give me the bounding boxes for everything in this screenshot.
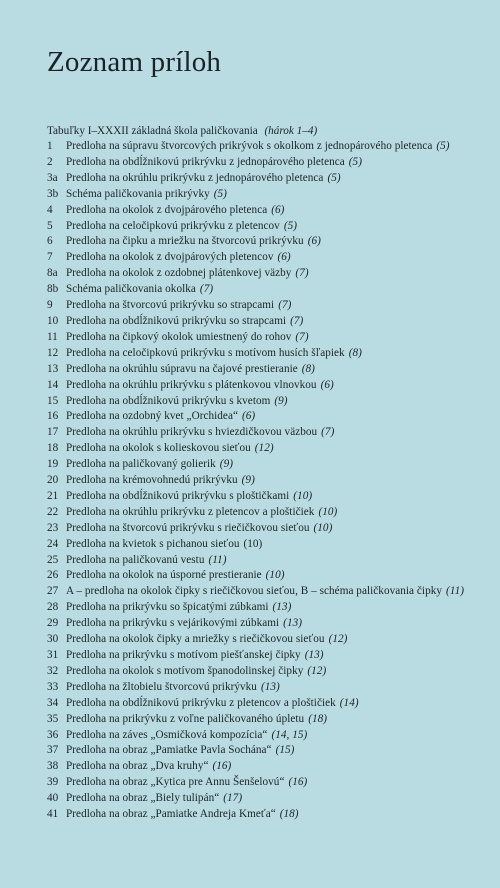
- item-page-ref: (12): [254, 442, 274, 455]
- item-page-ref: (13): [272, 601, 292, 614]
- item-number: 19: [47, 458, 59, 471]
- item-page-ref: (5): [436, 140, 450, 152]
- list-item: [47, 728, 497, 744]
- list-item: [47, 155, 497, 171]
- item-text-wrap: [66, 298, 497, 314]
- item-number: 12: [47, 346, 59, 359]
- item-number: 31: [47, 649, 59, 661]
- item-text-wrap: [66, 712, 497, 728]
- item-number: 37: [47, 744, 59, 757]
- item-text: Predloha na okolok s kolieskovou sieťou: [66, 442, 251, 455]
- item-page-ref: (18): [279, 808, 299, 821]
- item-text: Predloha na prikrývku s motívom piešťanskej čipky: [66, 649, 301, 661]
- item-number: 4: [47, 203, 53, 216]
- item-text-wrap: [66, 441, 497, 457]
- item-text: Predloha na kvietok s pichanou sieťou: [66, 537, 240, 550]
- item-number: 40: [47, 792, 59, 805]
- item-number: 23: [47, 521, 59, 534]
- item-text: Predloha na celočipkovú prikrývku s motívom husích šľapiek: [66, 346, 345, 359]
- item-number: 8a: [47, 267, 58, 280]
- item-text-wrap: [66, 680, 497, 696]
- item-number: 14: [47, 378, 59, 391]
- item-text-wrap: [66, 250, 497, 266]
- item-page-ref: (13): [260, 680, 280, 693]
- item-text: Predloha na obraz „Pamiatke Andreja Kmeťa“: [66, 808, 276, 821]
- item-number: 3a: [47, 171, 58, 184]
- list-item: [47, 600, 497, 616]
- item-page-ref: (6): [241, 410, 256, 423]
- item-page-ref: (11): [446, 585, 465, 598]
- item-number: 34: [47, 696, 59, 709]
- list-item: [47, 282, 497, 298]
- item-text: Predloha na paličkovaný golierik: [66, 458, 216, 471]
- item-page-ref: (7): [321, 426, 335, 439]
- list-item: [47, 346, 497, 362]
- item-page-ref: (10): [293, 489, 313, 502]
- item-text-wrap: [66, 378, 497, 394]
- item-number: 35: [47, 712, 59, 725]
- item-page-ref: (8): [348, 346, 362, 359]
- item-number: 24: [47, 537, 59, 550]
- list-item: [47, 250, 497, 266]
- item-text-wrap: [66, 696, 497, 712]
- list-item: [47, 378, 497, 394]
- list-item: [47, 171, 497, 187]
- item-page-ref: (13): [304, 649, 324, 661]
- item-number: 25: [47, 553, 59, 566]
- item-text-wrap: [66, 139, 497, 155]
- item-text-wrap: [66, 425, 497, 441]
- appendix-list: [47, 139, 497, 823]
- list-item: [47, 521, 497, 537]
- page-title: Zoznam príloh: [47, 46, 222, 78]
- item-text: Predloha na obraz „Kytica pre Annu Šenšelovú“: [66, 776, 285, 789]
- list-item: [47, 696, 497, 712]
- item-text-wrap: [66, 409, 497, 425]
- list-item: [47, 537, 497, 553]
- item-page-ref: (7): [278, 299, 292, 312]
- item-text-wrap: [66, 791, 497, 807]
- item-number: 6: [47, 235, 53, 248]
- item-text-wrap: [66, 775, 497, 791]
- item-text: Predloha na okolok z ozdobnej plátenkovej väzby: [66, 267, 292, 280]
- list-item: [47, 680, 497, 696]
- item-text: Predloha na obraz „Dva kruhy“: [66, 760, 209, 773]
- item-text: Predloha na prikrývku z voľne paličkovaného úpletu: [66, 712, 305, 725]
- item-text: Predloha na celočipkovú prikrývku z pletencov: [66, 219, 280, 232]
- item-page-ref: (9): [241, 474, 255, 487]
- item-number: 39: [47, 776, 59, 789]
- intro-text: Tabuľky I–XXXII základná škola paličkovania: [47, 125, 258, 137]
- item-text: Predloha na okolok z dvojpárového pletenca: [66, 203, 268, 216]
- item-number: 11: [47, 330, 58, 343]
- item-page-ref: (10): [313, 521, 333, 534]
- item-number: 16: [47, 410, 59, 423]
- item-page-ref: (15): [275, 744, 295, 757]
- item-page-ref: (10): [243, 537, 263, 550]
- item-text: Predloha na okolok s motívom španodolinskej čipky: [66, 664, 304, 677]
- item-number: 22: [47, 505, 59, 518]
- item-text-wrap: [66, 457, 497, 473]
- list-item: [47, 568, 497, 584]
- item-text-wrap: [66, 505, 497, 521]
- item-number: 26: [47, 569, 59, 582]
- item-text: Predloha na okolok z dvojpárových pletencov: [66, 251, 274, 264]
- item-text: Predloha na obdĺžnikovú prikrývku so strapcami: [66, 314, 287, 327]
- item-page-ref: (7): [199, 283, 214, 296]
- item-page-ref: (16): [212, 760, 232, 773]
- item-text: Predloha na okrúhlu prikrývku z pletencov a ploštičiek: [66, 505, 315, 518]
- item-text-wrap: [66, 187, 497, 203]
- item-number: 1: [47, 140, 53, 152]
- item-number: 41: [47, 808, 59, 821]
- list-item: [47, 791, 497, 807]
- list-item: [47, 139, 497, 155]
- item-page-ref: (10): [318, 505, 338, 518]
- item-number: 33: [47, 680, 59, 693]
- item-number: 29: [47, 617, 59, 630]
- intro-line: [47, 125, 317, 137]
- item-text-wrap: [66, 394, 497, 410]
- list-item: [47, 584, 497, 600]
- item-text: A – predloha na okolok čipky s riečičkovou sieťou, B – schéma paličkovania čipky: [66, 585, 443, 598]
- item-number: 38: [47, 760, 59, 773]
- list-item: [47, 473, 497, 489]
- item-text-wrap: [66, 616, 497, 632]
- list-item: [47, 616, 497, 632]
- item-text: Predloha na paličkovanú vestu: [66, 553, 205, 566]
- list-item: [47, 234, 497, 250]
- item-page-ref: (12): [307, 664, 327, 677]
- item-page-ref: (5): [327, 171, 341, 184]
- item-text-wrap: [66, 219, 497, 235]
- item-text: Predloha na okrúhlu prikrývku z jednopárového pletenca: [66, 171, 324, 184]
- list-item: [47, 664, 497, 680]
- item-number: 17: [47, 426, 59, 439]
- item-text-wrap: [66, 568, 497, 584]
- item-number: 32: [47, 664, 59, 677]
- item-text-wrap: [66, 728, 497, 744]
- item-text-wrap: [66, 330, 497, 346]
- item-text: Predloha na čipkový okolok umiestnený do rohov: [66, 330, 292, 343]
- item-number: 36: [47, 728, 59, 741]
- item-number: 5: [47, 219, 53, 232]
- list-item: [47, 457, 497, 473]
- item-page-ref: (5): [348, 155, 362, 168]
- item-page-ref: (7): [290, 314, 304, 327]
- item-number: 7: [47, 251, 53, 264]
- item-page-ref: (8): [301, 362, 315, 375]
- list-item: [47, 266, 497, 282]
- item-text-wrap: [66, 314, 497, 330]
- item-text: Predloha na okrúhlu prikrývku s plátenkovou vlnovkou: [66, 378, 317, 391]
- item-text-wrap: [66, 648, 497, 664]
- item-text: Predloha na obdĺžnikovú prikrývku z jednopárového pletenca: [66, 155, 345, 168]
- list-item: [47, 807, 497, 823]
- list-item: [47, 362, 497, 378]
- item-text: Schéma paličkovania prikrývky: [66, 187, 210, 200]
- item-page-ref: (5): [213, 187, 227, 200]
- item-number: 18: [47, 442, 59, 455]
- item-text: Predloha na prikrývku s vejárikovými zúbkami: [66, 617, 280, 630]
- item-page-ref: (10): [265, 569, 285, 582]
- item-text: Predloha na prikrývku so špicatými zúbkami: [66, 601, 269, 614]
- item-page-ref: (7): [295, 330, 309, 343]
- item-text: Predloha na záves „Osmičková kompozícia“: [66, 728, 268, 741]
- list-item: [47, 330, 497, 346]
- item-text-wrap: [66, 553, 497, 569]
- item-number: 15: [47, 394, 59, 407]
- item-number: 20: [47, 474, 59, 487]
- item-page-ref: (7): [295, 267, 309, 280]
- item-number: 9: [47, 299, 53, 312]
- item-page-ref: (14): [339, 696, 359, 709]
- item-text: Schéma paličkovania okolka: [66, 283, 196, 296]
- item-page-ref: (16): [288, 776, 308, 789]
- item-text: Predloha na krémovohnedú prikrývku: [66, 474, 238, 487]
- list-item: [47, 632, 497, 648]
- item-page-ref: (6): [277, 251, 291, 264]
- item-text-wrap: [66, 282, 497, 298]
- item-number: 8b: [47, 283, 59, 296]
- item-page-ref: (12): [328, 633, 348, 646]
- item-text: Predloha na štvorcovú prikrývku s riečičkovou sieťou: [66, 521, 310, 534]
- item-page-ref: (9): [219, 458, 233, 471]
- item-number: 3b: [47, 187, 59, 200]
- list-item: [47, 712, 497, 728]
- item-number: 21: [47, 489, 59, 502]
- item-page-ref: (6): [320, 378, 334, 391]
- item-text: Predloha na obraz „Biely tulipán“: [66, 792, 220, 805]
- item-text: Predloha na štvorcovú prikrývku so strapcami: [66, 299, 275, 312]
- item-text-wrap: [66, 632, 497, 648]
- list-item: [47, 648, 497, 664]
- list-item: [47, 441, 497, 457]
- list-item: [47, 203, 497, 219]
- item-text-wrap: [66, 362, 497, 378]
- item-text-wrap: [66, 759, 497, 775]
- list-item: [47, 425, 497, 441]
- list-item: [47, 394, 497, 410]
- item-text-wrap: [66, 743, 497, 759]
- item-text: Predloha na súpravu štvorcových prikrývok s okolkom z jednopárového pletenca: [66, 140, 433, 152]
- item-text: Predloha na okolok čipky a mriežky s riečičkovou sieťou: [66, 633, 325, 646]
- item-page-ref: (6): [271, 203, 285, 216]
- item-text: Predloha na obdĺžnikovú prikrývku z pletencov a ploštičiek: [66, 696, 336, 709]
- item-text: Predloha na žltobielu štvorcovú prikrývku: [66, 680, 257, 693]
- item-text: Predloha na obdĺžnikovú prikrývku s ploštičkami: [66, 489, 290, 502]
- item-page-ref: (11): [208, 553, 227, 566]
- list-item: [47, 759, 497, 775]
- list-item: [47, 314, 497, 330]
- item-page-ref: (5): [283, 219, 298, 232]
- item-text-wrap: [66, 489, 497, 505]
- item-text-wrap: [66, 346, 497, 362]
- item-text-wrap: [66, 664, 497, 680]
- item-text-wrap: [66, 600, 497, 616]
- item-page-ref: (9): [274, 394, 288, 407]
- list-item: [47, 409, 497, 425]
- item-text: Predloha na okrúhlu prikrývku s hviezdičkovou väzbou: [66, 426, 318, 439]
- item-number: 13: [47, 362, 59, 375]
- item-text: Predloha na okolok na úsporné prestieranie: [66, 569, 262, 582]
- item-page-ref: (14, 15): [271, 728, 308, 741]
- list-item: [47, 775, 497, 791]
- item-text-wrap: [66, 807, 497, 823]
- item-text-wrap: [66, 521, 497, 537]
- item-number: 2: [47, 155, 53, 168]
- item-text-wrap: [66, 537, 497, 553]
- item-page-ref: (17): [223, 792, 243, 805]
- item-text-wrap: [66, 234, 497, 250]
- item-number: 27: [47, 585, 59, 598]
- item-number: 10: [47, 314, 59, 327]
- item-text-wrap: [66, 171, 497, 187]
- item-text: Predloha na ozdobný kvet „Orchidea“: [66, 410, 238, 423]
- list-item: [47, 187, 497, 203]
- item-text: Predloha na obdĺžnikovú prikrývku s kvetom: [66, 394, 271, 407]
- item-number: 28: [47, 601, 59, 614]
- item-text-wrap: [66, 266, 497, 282]
- list-item: [47, 298, 497, 314]
- item-text: Predloha na obraz „Pamiatke Pavla Sochána“: [66, 744, 272, 757]
- list-item: [47, 743, 497, 759]
- list-item: [47, 553, 497, 569]
- list-item: [47, 219, 497, 235]
- item-text-wrap: [66, 473, 497, 489]
- list-item: [47, 489, 497, 505]
- list-item: [47, 505, 497, 521]
- item-text: Predloha na okrúhlu súpravu na čajové prestieranie: [66, 362, 298, 375]
- item-text-wrap: [66, 155, 497, 171]
- item-number: 30: [47, 633, 59, 646]
- item-page-ref: (6): [307, 235, 321, 248]
- item-text-wrap: [66, 584, 497, 600]
- item-text: Predloha na čipku a mriežku na štvorcovú prikrývku: [66, 235, 304, 248]
- item-page-ref: (18): [308, 712, 328, 725]
- intro-ref: (hárok 1–4): [264, 125, 318, 137]
- item-page-ref: (13): [283, 617, 303, 630]
- item-text-wrap: [66, 203, 497, 219]
